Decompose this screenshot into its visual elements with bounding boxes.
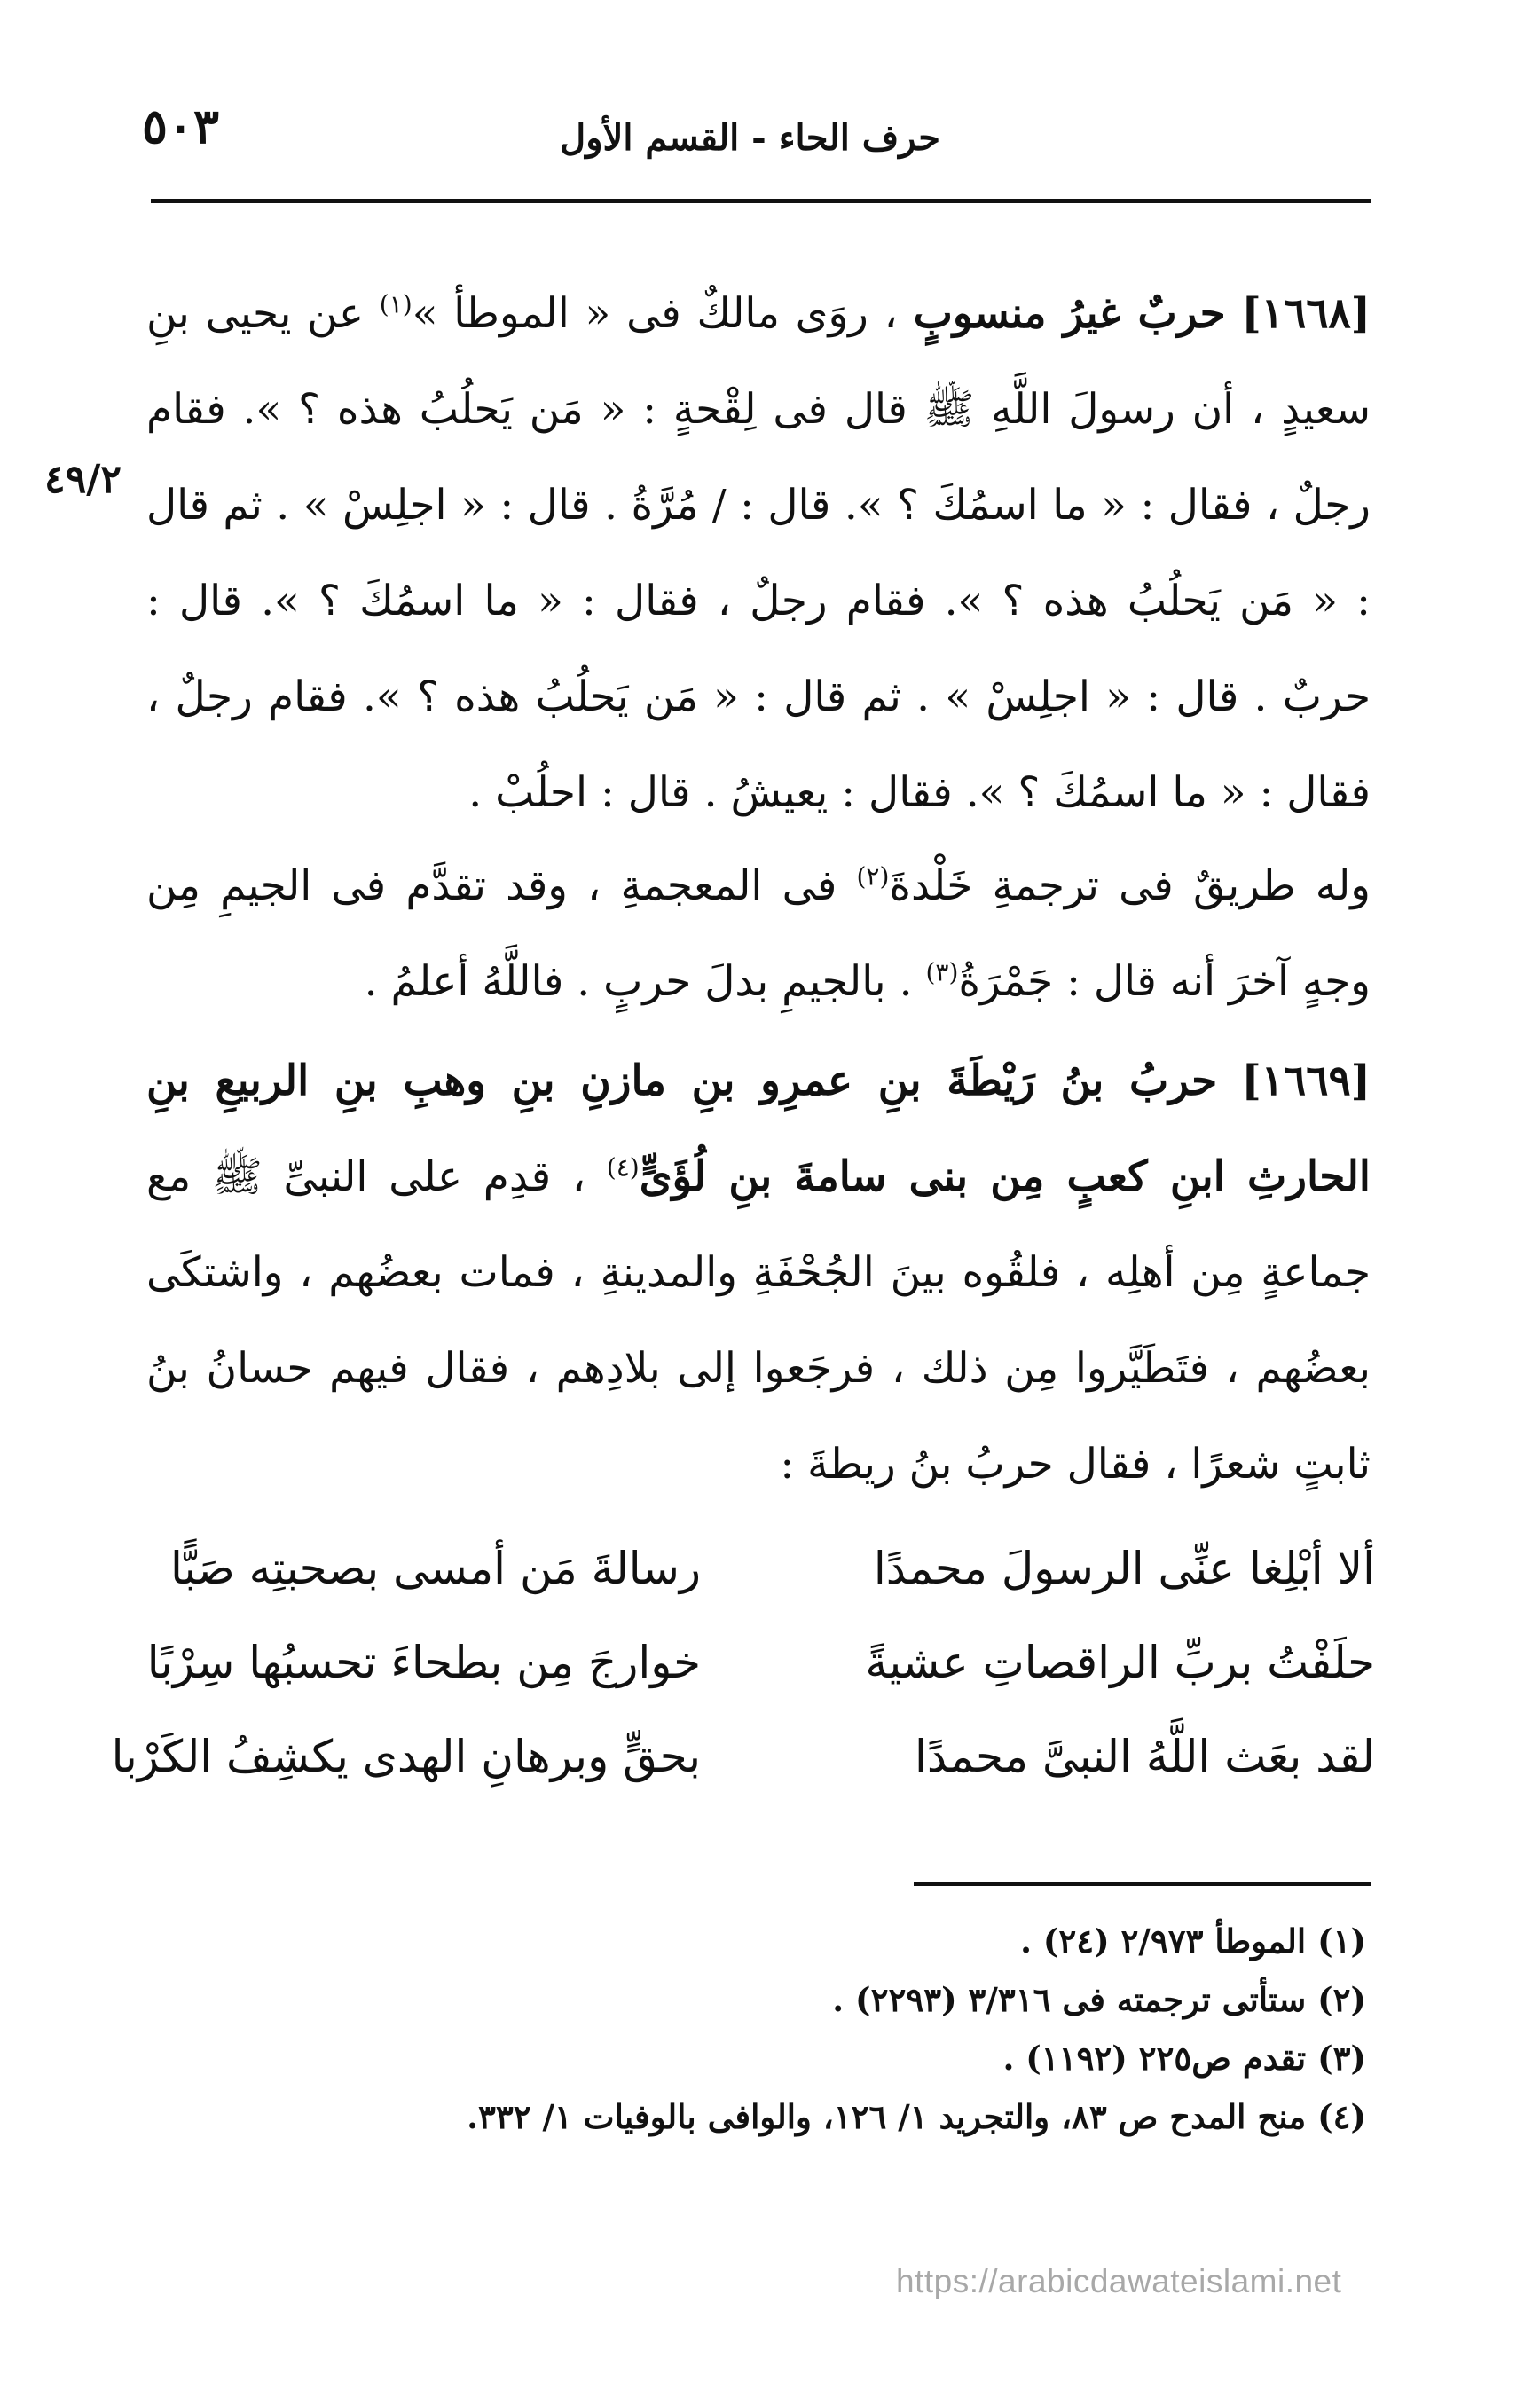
footnote-rule [914, 1882, 1371, 1886]
marginal-volume-page-ref: ٤٩/٢ [44, 457, 122, 502]
footnote-ref: (١) [379, 289, 412, 319]
entry-text: ، قدِم على النبىِّ ﷺ مع جماعةٍ مِن أهلِه ، فلقُوه بينَ الجُحْفَةِ والمدينةِ ، فمات بعضُهم ، واشتكَى بعضُهم ، فتَطَيَّروا مِن ذلك ، فرجَعوا إلى بلادِهم ، فقال فيهم حسانُ بنُ ثابتٍ شعرًا ، فقال حربُ بنُ ريطةَ : [146, 1152, 1371, 1489]
verse-first-half: لقد بعَث اللَّهُ النبىَّ محمدًا [914, 1731, 1375, 1782]
entry-name: حربٌ غيرُ منسوبٍ [913, 289, 1226, 338]
entry-1669 [146, 1033, 1371, 1513]
verse-second-half: رسالةَ مَن أمسى بصحبتِه صَبًّا [170, 1543, 701, 1594]
footnote-ref: (٣) [925, 957, 959, 987]
footnote: (٤) منح المدح ص ٨٣، والتجريد ١/ ١٢٦، والوافى بالوفيات ١/ ٣٣٢. [467, 2097, 1366, 2136]
entry-1668 [146, 266, 1371, 841]
paragraph-text: . بالجيمِ بدلَ حربٍ . فاللَّهُ أعلمُ . [364, 957, 913, 1006]
poem-verse [133, 1521, 1375, 1615]
entry-text: ، روَى مالكٌ فى « الموطأ » [412, 289, 898, 338]
header-rule [151, 199, 1371, 203]
watermark-url: https://arabicdawateislami.net [896, 2263, 1342, 2299]
verse-second-half: خوارجَ مِن بطحاءَ تحسبُها سِرْبًا [146, 1637, 701, 1688]
footnote: (١) الموطأ ٢/٩٧٣ (٢٤) . [1020, 1922, 1366, 1961]
verse-first-half: ألا أبْلِغا عنِّى الرسولَ محمدًا [873, 1543, 1375, 1594]
entry-number: [١٦٦٩] [1241, 1057, 1371, 1105]
footnote: (٢) ستأتى ترجمته فى ٣/٣١٦ (٢٢٩٣) . [832, 1980, 1366, 2019]
running-title: حرف الحاء - القسم الأول [560, 117, 940, 159]
poem-verse [111, 1709, 1375, 1804]
entry-name: حربُ بنُ رَيْطَةَ بنِ عمرِو بنِ مازنِ بنِ وهبِ بنِ الربيعِ بنِ الحارثِ ابنِ كعبٍ مِن بنى سامةَ بنِ لُؤَىٍّ [146, 1057, 1371, 1201]
paragraph-text: وله طريقٌ فى ترجمةِ خَلْدةَ [889, 861, 1371, 910]
entry-text: عن يحيى بنِ سعيدٍ ، أن رسولَ اللَّهِ ﷺ قال فى لِقْحةٍ : « مَن يَحلُبُ هذه ؟ ». فقام رجلٌ ، فقال : « ما اسمُكَ ؟ ». قال : / مُرَّةُ . قال : « اجلِسْ » . ثم قال : « مَن يَحلُبُ هذه ؟ ». فقام رجلٌ ، فقال : « ما اسمُكَ ؟ ». قال : حربٌ . قال : « اجلِسْ » . ثم قال : « مَن يَحلُبُ هذه ؟ ». فقام رجلٌ ، فقال : « ما اسمُكَ ؟ ». فقال : يعيشُ . قال : احلُبْ . [146, 289, 1371, 817]
note-paragraph [146, 838, 1371, 1030]
footnotes [355, 1912, 1366, 2146]
poem [111, 1521, 1375, 1804]
footnote: (٣) تقدم ص٢٢٥ (١١٩٢) . [1002, 2039, 1366, 2078]
entry-number: [١٦٦٨] [1241, 289, 1371, 338]
poem-verse [133, 1615, 1375, 1709]
footnote-ref: (٤) [606, 1152, 640, 1183]
page-number: ٥٠٣ [142, 98, 220, 154]
paragraph-text: فى المعجمةِ ، وقد تقدَّم فى الجيمِ مِن وجهٍ آخرَ أنه قال : جَمْرَةُ [146, 861, 1371, 1006]
verse-first-half: حلَفْتُ بربِّ الراقصاتِ عشيةً [865, 1637, 1375, 1688]
verse-second-half: بحقٍّ وبرهانِ الهدى يكشِفُ الكَرْبا [111, 1731, 701, 1782]
footnote-ref: (٢) [856, 861, 890, 892]
